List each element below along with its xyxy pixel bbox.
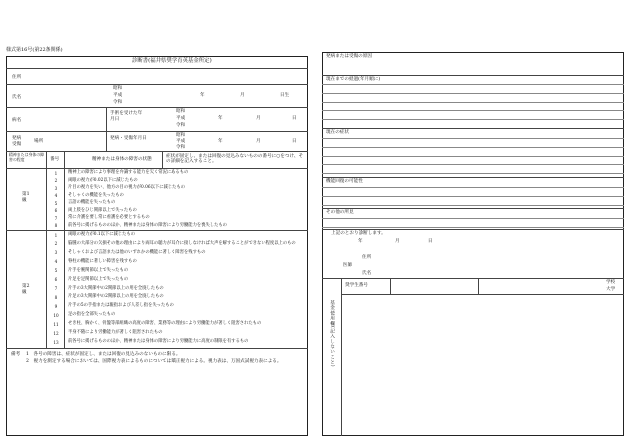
disease-label: 病名 xyxy=(12,118,22,123)
grade2-number: 10 xyxy=(53,312,59,318)
grade2-number: 7 xyxy=(54,286,58,292)
grade1-number: 7 xyxy=(54,215,58,221)
onset-label: 発病 受傷 xyxy=(12,136,22,147)
grade1-item: 両上肢をひじ関節以上で失ったもの xyxy=(68,207,137,213)
onset-month-unit: 月 xyxy=(256,139,261,144)
remark-1: 1 各号の障害は、症状が固定し、または回復の見込みのないものに限る。 xyxy=(26,352,181,357)
ruled-line xyxy=(322,138,624,139)
grade1-number: 5 xyxy=(54,200,58,206)
form-title: 診断書(福井県奨学育英基金所定) xyxy=(132,58,212,64)
doctor-name-label: 氏名 xyxy=(362,271,372,276)
era-reiwa: 令和 xyxy=(113,100,123,105)
ruled-line xyxy=(322,196,624,197)
surgery-era-reiwa: 令和 xyxy=(176,123,186,128)
ruled-line xyxy=(322,205,624,206)
surgery-era-heisei: 平成 xyxy=(176,116,186,121)
cert-month-unit: 月 xyxy=(395,239,400,244)
grade2-number: 5 xyxy=(54,268,58,274)
grade2-number: 6 xyxy=(54,277,58,283)
grade1-item: 精神上の障害により事理を弁識する能力を欠く常況にあるもの xyxy=(68,170,189,175)
grade2-item: 両眼の視力が0.1以下に減じたもの xyxy=(68,232,135,237)
grade2-item: そしゃくおよび言語または他のいずれかの機能に著しく障害を残すもの xyxy=(68,249,206,255)
grade2-item: 片手の3大関節中の2関節以上の用を全廃したもの xyxy=(68,285,164,291)
ruled-line xyxy=(322,147,624,148)
onset-year-unit: 年 xyxy=(218,139,223,144)
grade1-item: 両眼の視力が0.02以下に減じたもの xyxy=(68,177,138,183)
grade2-number: 11 xyxy=(53,321,59,327)
birth-month-unit: 月 xyxy=(240,93,245,98)
ruled-line xyxy=(322,84,624,85)
onset-era-heisei: 平成 xyxy=(176,139,186,144)
name-label: 氏名 xyxy=(12,95,22,100)
onset-date-label: 発病・受傷年月日 xyxy=(110,136,147,141)
surgery-month-unit: 月 xyxy=(256,116,261,121)
ruled-line xyxy=(322,110,624,111)
section-recovery: 機能回復の可能性 xyxy=(326,179,363,184)
onset-era-reiwa: 令和 xyxy=(176,145,186,150)
ruled-line xyxy=(322,156,624,157)
fund-use-sidebar: 基金使用欄(記入しないこと) xyxy=(329,300,335,368)
grade2-item: 足の指を全部失ったもの xyxy=(68,312,116,318)
doctor-address-label: 住所 xyxy=(362,255,372,260)
section-symptoms: 現在の症状 xyxy=(326,130,349,135)
university-label: 大学 xyxy=(606,287,616,292)
ruled-line xyxy=(322,227,624,228)
grade2-item: 前各号に掲げるもののほか、精神または身体の障害により労働能力に高度の制限を有するもの xyxy=(68,339,249,345)
onset-day-unit: 日 xyxy=(292,139,297,144)
cert-year-unit: 年 xyxy=(358,239,363,244)
grade2-item: 脳腫の大部分の欠損その他の理由により両耳の聴力が耳介に接しなければ大声を解することができない程度以上のもの xyxy=(68,240,296,246)
grade1-number: 8 xyxy=(54,223,58,228)
ruled-line xyxy=(322,93,624,94)
grade1-number: 2 xyxy=(54,178,58,183)
era-heisei: 平成 xyxy=(113,93,123,98)
school-label: 学校 xyxy=(606,280,616,285)
grade2-number: 8 xyxy=(54,294,58,300)
grade1-item: 前各号に掲げるもののほか、精神または身体の障害により労働能力を喪失したもの xyxy=(68,222,227,228)
grade2-item: 片足の3大関節中の2関節以上の用を全廃したもの xyxy=(68,294,164,300)
grade2-number: 12 xyxy=(53,330,59,336)
grade2-number: 1 xyxy=(54,232,58,238)
grade2-item: 半身不随により労働能力が著しく阻害されたもの xyxy=(68,330,163,336)
onset-era-showa: 昭和 xyxy=(176,133,186,138)
address-label: 住所 xyxy=(12,75,22,80)
student-no-label: 奨学生番号 xyxy=(345,283,368,288)
ruled-line xyxy=(322,119,624,120)
grade2-item: せき柱、胸かく、骨盤等部組織の高度の障害、業務等の理由により労働能力が著しく阻害されたもの xyxy=(68,321,262,327)
certify-text: 上記のとおり診断します。 xyxy=(331,231,386,236)
remarks-label: 備考 xyxy=(11,352,21,357)
cert-day-unit: 日 xyxy=(428,239,433,244)
grade2-label: 第2級 xyxy=(22,284,30,295)
grade-header: 精神または身体の障害の程度 xyxy=(9,152,45,162)
grade2-item: 片手の5の手指または親指および人差し指を失ったもの xyxy=(68,303,174,309)
grade2-number: 13 xyxy=(53,339,59,345)
grade2-item: 片手を腕関節以上で失ったもの xyxy=(68,267,129,273)
grade2-item: 片足を足関節以上で失ったもの xyxy=(68,276,129,282)
ruled-line xyxy=(322,218,624,219)
grade2-number: 3 xyxy=(54,250,58,256)
grade1-item: そしゃくの機能を失ったもの xyxy=(68,192,124,198)
grade2-item: 脊柱の機能に著しい障害を残すもの xyxy=(68,258,137,264)
place-label: 場所 xyxy=(34,139,44,144)
grade1-item: 片目の視力を失い、他方の目の視力が0.06以下に減じたもの xyxy=(68,185,185,190)
section-other: その他の所見 xyxy=(326,210,354,215)
grade1-label: 第1級 xyxy=(22,192,30,203)
era-showa: 昭和 xyxy=(113,86,123,91)
ruled-line xyxy=(322,173,624,174)
doctor-label: 医師 xyxy=(343,263,353,268)
state-header: 精神または身体の障害の状態 xyxy=(92,157,152,162)
section-cause: 発病または受傷の原因 xyxy=(326,54,372,59)
ruled-line xyxy=(322,102,624,103)
surgery-date-label: 手術を受けた年月日 xyxy=(110,111,143,122)
grade1-number: 4 xyxy=(54,193,58,198)
surgery-day-unit: 日 xyxy=(292,116,297,121)
grade2-number: 4 xyxy=(54,259,58,265)
grade2-number: 2 xyxy=(54,241,58,247)
surgery-era-showa: 昭和 xyxy=(176,109,186,114)
birth-year-unit: 年 xyxy=(200,93,205,98)
grade1-item: 言語の機能を失ったもの xyxy=(68,200,116,205)
surgery-year-unit: 年 xyxy=(218,116,223,121)
section-history: 現在までの経過(年月順に) xyxy=(326,77,381,82)
form-number: 様式第16号(第22条関係) xyxy=(6,47,63,53)
remark-2: 2 視力を測定する場合においては、国際視力表によるものについては矯正視力による。視力表は、万国式試視力表による。 xyxy=(26,359,282,364)
birth-day-unit: 日生 xyxy=(280,93,290,98)
instruction-note: 症状が固定し、または回復の見込みないものの番号に○をつけ、その詳細を記入すること。 xyxy=(166,154,304,165)
ruled-line xyxy=(322,164,624,165)
number-header: 番号 xyxy=(50,157,60,162)
grade2-number: 9 xyxy=(54,303,58,309)
ruled-line xyxy=(322,187,624,188)
grade1-item: 常に介護を要し常に看護を必要とするもの xyxy=(68,215,150,220)
grade1-number: 3 xyxy=(54,185,58,191)
grade1-number: 6 xyxy=(54,208,58,213)
grade1-number: 1 xyxy=(54,170,58,176)
